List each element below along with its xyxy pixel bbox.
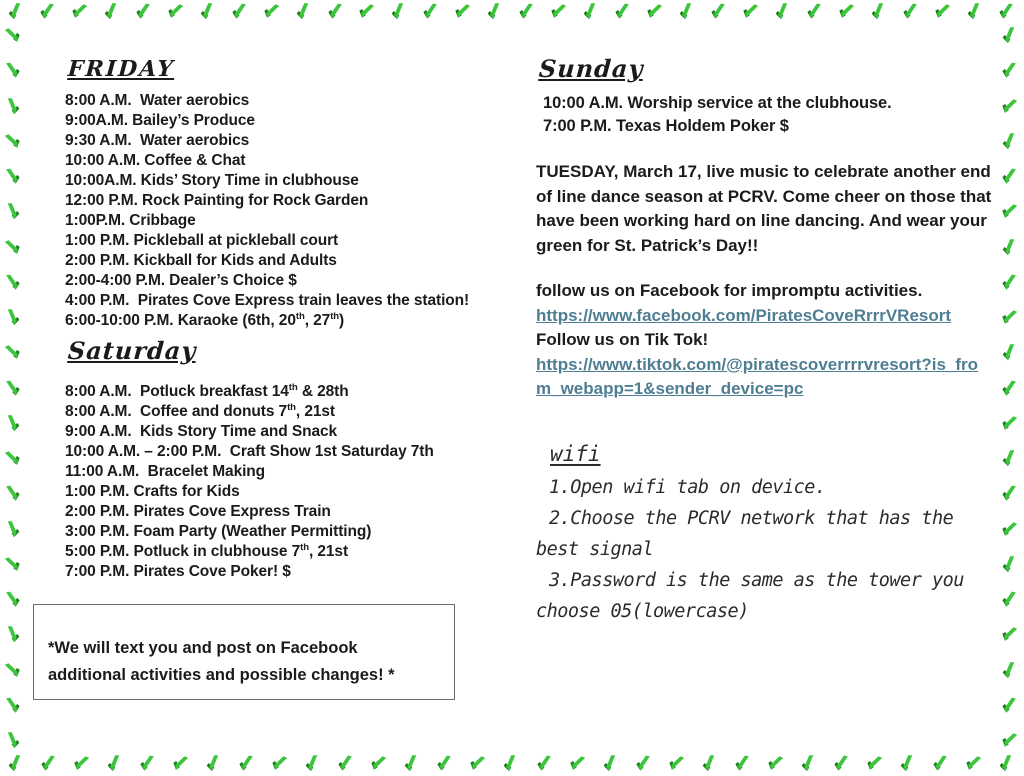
tiktok-label: Follow us on Tik Tok!	[536, 330, 709, 349]
sunday-schedule-line: 7:00 P.M. Texas Holdem Poker $	[543, 117, 789, 135]
shamrock-icon	[1, 341, 24, 364]
saturday-schedule-line: 8:00 A.M. Coffee and donuts 7th, 21st	[65, 401, 335, 420]
saturday-schedule-line: 9:00 A.M. Kids Story Time and Snack	[65, 423, 338, 440]
friday-schedule-line: 8:00 A.M. Water aerobics	[65, 92, 250, 109]
shamrock-icon	[566, 752, 589, 775]
shamrock-icon	[292, 0, 315, 23]
shamrock-icon	[202, 752, 225, 775]
shamrock-icon	[484, 0, 507, 23]
shamrock-icon	[1, 200, 24, 223]
shamrock-icon	[1000, 61, 1019, 80]
shamrock-icon	[4, 752, 27, 775]
shamrock-icon	[1, 306, 24, 329]
shamrock-icon	[3, 590, 22, 609]
saturday-schedule-line: 10:00 A.M. – 2:00 P.M. Craft Show 1st Saturday 7th	[65, 443, 434, 460]
shamrock-icon	[931, 0, 954, 23]
shamrock-icon	[998, 236, 1021, 259]
facebook-label: follow us on Facebook for impromptu activities.	[536, 281, 923, 300]
friday-schedule-line: 9:30 A.M. Water aerobics	[65, 132, 250, 149]
shamrock-icon	[500, 752, 523, 775]
shamrock-icon	[401, 752, 424, 775]
shamrock-icon	[963, 0, 986, 23]
shamrock-icon	[1, 553, 24, 576]
sunday-schedule	[536, 92, 992, 138]
shamrock-icon	[771, 0, 794, 23]
wifi-step: 2.Choose the PCRV network that has the best signal	[536, 507, 954, 560]
shamrock-icon	[733, 754, 752, 773]
saturday-schedule-line: 1:00 P.M. Crafts for Kids	[65, 483, 240, 500]
shamrock-icon	[998, 341, 1021, 364]
shamrock-icon	[3, 167, 22, 186]
wifi-step: 3.Password is the same as the tower you choose 05(lowercase)	[536, 569, 964, 622]
saturday-schedule-line: 3:00 P.M. Foam Party (Weather Permitting)	[65, 523, 372, 540]
sunday-schedule-line: 10:00 A.M. Worship service at the clubhouse.	[543, 94, 892, 112]
shamrock-icon	[38, 2, 57, 21]
wifi-instructions	[536, 472, 992, 627]
shamrock-icon	[896, 752, 919, 775]
shamrock-icon	[997, 2, 1016, 21]
shamrock-icon	[260, 0, 283, 23]
shamrock-icon	[797, 752, 820, 775]
shamrock-icon	[467, 752, 490, 775]
shamrock-icon	[998, 95, 1021, 118]
wifi-step: 1.Open wifi tab on device.	[549, 476, 826, 498]
shamrock-icon	[579, 0, 602, 23]
border-left	[3, 26, 22, 750]
shamrock-icon	[3, 696, 22, 715]
shamrock-icon	[835, 0, 858, 23]
friday-heading: FRIDAY	[67, 56, 176, 82]
shamrock-icon	[302, 752, 325, 775]
right-column	[536, 54, 997, 627]
shamrock-icon	[634, 754, 653, 773]
shamrock-icon	[3, 484, 22, 503]
friday-schedule-line: 2:00-4:00 P.M. Dealer’s Choice $	[65, 272, 297, 289]
shamrock-icon	[1, 95, 24, 118]
shamrock-icon	[764, 752, 787, 775]
friday-schedule-line: 4:00 P.M. Pirates Cove Express train leaves the station!	[65, 292, 470, 309]
saturday-schedule-line: 7:00 P.M. Pirates Cove Poker! $	[65, 563, 291, 580]
shamrock-icon	[326, 2, 345, 21]
social-section	[536, 279, 992, 402]
shamrock-icon	[1, 24, 24, 47]
shamrock-icon	[169, 752, 192, 775]
note-box	[33, 604, 455, 700]
wifi-heading: wifi	[550, 441, 601, 466]
saturday-heading: Saturday	[67, 336, 198, 365]
shamrock-icon	[336, 754, 355, 773]
border-bottom	[6, 754, 1016, 773]
shamrock-icon	[70, 752, 93, 775]
shamrock-icon	[665, 752, 688, 775]
shamrock-icon	[196, 0, 219, 23]
shamrock-icon	[998, 24, 1021, 47]
shamrock-icon	[998, 447, 1021, 470]
shamrock-icon	[675, 0, 698, 23]
shamrock-icon	[709, 2, 728, 21]
shamrock-icon	[1, 659, 24, 682]
shamrock-icon	[931, 754, 950, 773]
friday-schedule-line: 9:00A.M. Bailey’s Produce	[65, 112, 255, 129]
shamrock-icon	[388, 0, 411, 23]
tuesday-announcement: TUESDAY, March 17, live music to celebrate another end of line dance season at PCRV. Come cheer on those that have been working hard on line dancing. And wear your green for St. Patrick’s Day!!	[536, 162, 997, 255]
shamrock-icon	[832, 754, 851, 773]
shamrock-icon	[1000, 590, 1019, 609]
friday-schedule-line: 10:00A.M. Kids’ Story Time in clubhouse	[65, 172, 359, 189]
shamrock-icon	[998, 130, 1021, 153]
shamrock-icon	[368, 752, 391, 775]
shamrock-icon	[998, 200, 1021, 223]
shamrock-icon	[1, 447, 24, 470]
shamrock-icon	[452, 0, 475, 23]
shamrock-icon	[998, 518, 1021, 541]
shamrock-icon	[998, 553, 1021, 576]
shamrock-icon	[3, 379, 22, 398]
saturday-schedule-line: 8:00 A.M. Potluck breakfast 14th & 28th	[65, 381, 349, 400]
shamrock-icon	[1, 130, 24, 153]
border-top	[6, 2, 1016, 21]
shamrock-icon	[1000, 696, 1019, 715]
friday-schedule-line: 1:00P.M. Cribbage	[65, 212, 196, 229]
friday-schedule-line: 12:00 P.M. Rock Painting for Rock Garden	[65, 192, 369, 209]
shamrock-icon	[1, 412, 24, 435]
saturday-schedule-line: 2:00 P.M. Pirates Cove Express Train	[65, 503, 331, 520]
shamrock-icon	[998, 306, 1021, 329]
shamrock-icon	[547, 0, 570, 23]
shamrock-icon	[698, 752, 721, 775]
friday-schedule-line: 10:00 A.M. Coffee & Chat	[65, 152, 246, 169]
shamrock-icon	[867, 0, 890, 23]
shamrock-icon	[613, 2, 632, 21]
shamrock-icon	[517, 2, 536, 21]
shamrock-icon	[535, 754, 554, 773]
shamrock-icon	[1, 623, 24, 646]
shamrock-icon	[100, 0, 123, 23]
saturday-schedule-line: 5:00 P.M. Potluck in clubhouse 7th, 21st	[65, 541, 349, 560]
shamrock-icon	[356, 0, 379, 23]
shamrock-icon	[1, 518, 24, 541]
shamrock-icon	[998, 412, 1021, 435]
shamrock-icon	[1000, 379, 1019, 398]
wifi-section	[536, 442, 992, 627]
shamrock-icon	[138, 754, 157, 773]
shamrock-icon	[643, 0, 666, 23]
shamrock-icon	[739, 0, 762, 23]
shamrock-icon	[164, 0, 187, 23]
shamrock-icon	[421, 2, 440, 21]
note-text: *We will text you and post on Facebook additional activities and possible changes! *	[48, 639, 395, 684]
friday-schedule	[65, 91, 485, 331]
shamrock-icon	[901, 2, 920, 21]
shamrock-icon	[998, 729, 1021, 752]
shamrock-icon	[103, 752, 126, 775]
shamrock-icon	[998, 623, 1021, 646]
friday-schedule-line: 2:00 P.M. Kickball for Kids and Adults	[65, 252, 337, 269]
facebook-link[interactable]: https://www.facebook.com/PiratesCoveRrrrVResort	[536, 305, 952, 325]
shamrock-icon	[134, 2, 153, 21]
shamrock-icon	[1, 236, 24, 259]
shamrock-icon	[237, 754, 256, 773]
shamrock-icon	[39, 754, 58, 773]
shamrock-icon	[962, 752, 985, 775]
shamrock-icon	[230, 2, 249, 21]
shamrock-icon	[3, 273, 22, 292]
shamrock-icon	[268, 752, 291, 775]
sunday-heading: Sunday	[538, 54, 645, 83]
shamrock-icon	[998, 659, 1021, 682]
shamrock-icon	[1000, 484, 1019, 503]
shamrock-icon	[435, 754, 454, 773]
friday-schedule-line: 1:00 P.M. Pickleball at pickleball court	[65, 232, 339, 249]
saturday-schedule-line: 11:00 A.M. Bracelet Making	[65, 463, 266, 480]
friday-schedule-line: 6:00-10:00 P.M. Karaoke (6th, 20th, 27th)	[65, 310, 345, 329]
shamrock-icon	[863, 752, 886, 775]
border-right	[1000, 26, 1019, 750]
shamrock-icon	[805, 2, 824, 21]
left-column	[65, 56, 485, 582]
saturday-schedule	[65, 382, 485, 582]
shamrock-icon	[995, 752, 1018, 775]
tiktok-link[interactable]: https://www.tiktok.com/@piratescoverrrrvresort?is_from_webapp=1&sender_device=pc	[536, 354, 979, 398]
shamrock-icon	[1000, 167, 1019, 186]
shamrock-icon	[68, 0, 91, 23]
shamrock-icon	[599, 752, 622, 775]
shamrock-icon	[4, 0, 27, 23]
shamrock-icon	[1000, 273, 1019, 292]
shamrock-icon	[3, 61, 22, 80]
shamrock-icon	[1, 729, 24, 752]
